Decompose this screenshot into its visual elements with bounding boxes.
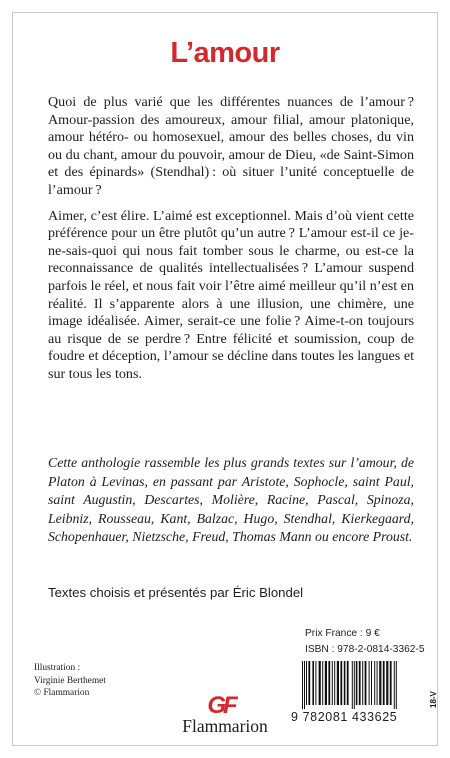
gf-logo-icon bbox=[195, 691, 247, 717]
illustration-artist: Virginie Berthemet bbox=[34, 675, 106, 686]
svg-text:GF: GF bbox=[207, 692, 235, 717]
illustration-copyright: © Flammarion bbox=[34, 688, 90, 698]
isbn-label: ISBN : 978-2-0814-3362-5 bbox=[305, 644, 425, 655]
anthology-description: Cette anthologie rassemble les plus grands textes sur l’amour, de Platon à Levinas, en passant par Aristote, Sophocle, saint Paul, saint Augustin, Descartes, Molière, Racine, Pascal, Spinoza, Leibniz, Rousseau, Kant, Balzac, Hugo, Stendhal, Kierkegaard, Schopenhauer, Nietzsche, Freud, Thomas Mann ou encore Proust. bbox=[48, 455, 414, 544]
editor-credit: Textes choisis et présentés par Éric Blondel bbox=[48, 585, 304, 600]
book-title: L’amour bbox=[170, 37, 280, 69]
barcode-digits: 9 782081 433625 bbox=[291, 710, 398, 724]
publisher-name: Flammarion bbox=[182, 716, 268, 736]
summary-paragraph-1: Quoi de plus varié que les différentes nuances de l’amour ? Amour-passion des amoureux, amour filial, amour platonique, amour hétéro- ou homosexuel, amour des belles choses, du vin ou du chant, amour du pouvoir, amour de Dieu, «de Saint-Simon et des épinards» (Stendhal) : où situer l’unité conceptuelle de l’amour ? bbox=[48, 94, 414, 198]
price-label: Prix France : 9 € bbox=[305, 628, 380, 639]
illustration-credit bbox=[34, 662, 106, 700]
barcode-image bbox=[300, 661, 430, 709]
illustration-label: Illustration : bbox=[34, 663, 81, 673]
spine-code: 18-V bbox=[429, 691, 438, 708]
summary-paragraph-2: Aimer, c’est élire. L’aimé est exceptionnel. Mais d’où vient cette préférence pour un être plutôt qu’un autre ? L’amour est-il ce je-ne-sais-quoi qui nous fait tomber sous le charme, ou est-ce la reconnaissance de qualités intellectualisées ? L’amour suspend parfois le réel, et nous fait voir l’être aimé meilleur qu’il n’est en réalité. Il s’apparente alors à une illusion, une chimère, une image idéalisée. Aimer, serait-ce une folie ? Aime-t-on toujours au risque de se perdre ? Entre félicité et soumission, coup de foudre et déception, l’amour se décline dans toutes les langues et sur tous les tons. bbox=[48, 207, 414, 382]
summary-text bbox=[48, 94, 414, 392]
